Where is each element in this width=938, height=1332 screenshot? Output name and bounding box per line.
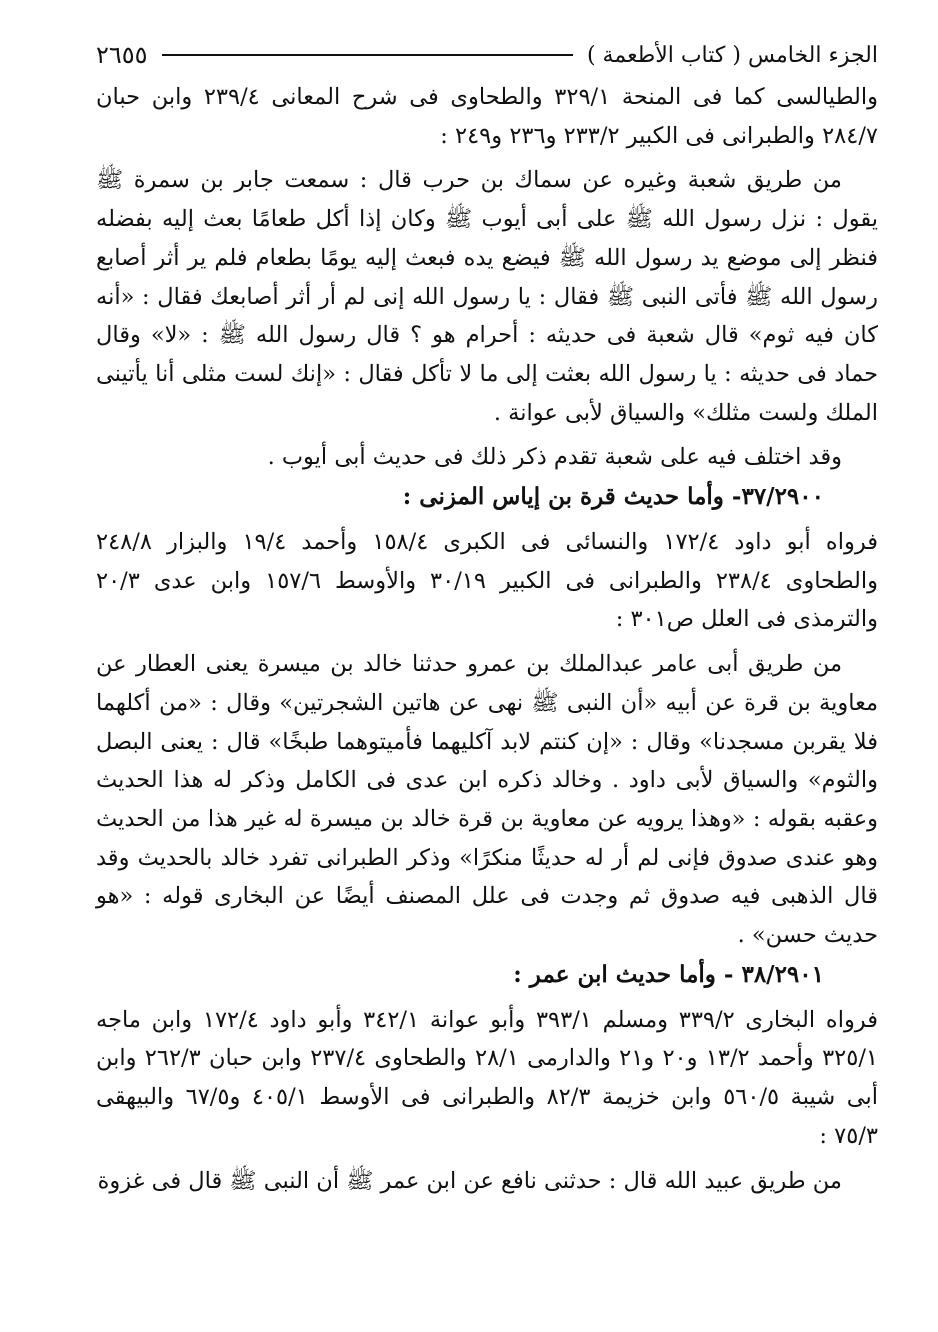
header-rule	[162, 54, 573, 56]
section-heading-2901: ٣٨/٢٩٠١ - وأما حديث ابن عمر :	[513, 960, 824, 988]
paragraph-isnad-3: من طريق عبيد الله قال : حدثنى نافع عن ابن عمر ﷺ أن النبى ﷺ قال فى غزوة	[97, 1167, 842, 1194]
page-number: ٢٦٥٥	[96, 41, 148, 69]
section-heading-2900: ٣٧/٢٩٠٠- وأما حديث قرة بن إياس المزنى :	[402, 483, 824, 511]
paragraph-sources-2: فرواه أبو داود ١٧٢/٤ والنسائى فى الكبرى ١٥٨/٤ وأحمد ١٩/٤ والبزار ٢٤٨/٨ والطحاوى ٢٣٨/٤ والطبرانى فى الكبير ٣٠/١٩ والأوسط ١٥٧/٦ وابن عدى ٢٠/٣ والترمذى فى العلل ص٣٠١ :	[96, 529, 879, 633]
paragraph-isnad-1: من طريق شعبة وغيره عن سماك بن حرب قال : سمعت جابر بن سمرة ﷺ يقول : نزل رسول الله ﷺ على أبى أيوب ﷺ وكان إذا أكل طعامًا بعث إليه بفضله فنظر إلى موضع يد رسول الله ﷺ فيضع يده فبعث إليه يومًا بطعام فلم ير أثر أصابع رسول الله ﷺ فأتى النبى ﷺ فقال : يا رسول الله إنى لم أر أثر أصابعك فقال : «أنه كان فيه ثوم» قال شعبة فى حديثه : أحرام هو ؟ قال رسول الله ﷺ : «لا» وقال حماد فى حديثه : يا رسول الله بعثت إلى ما لا تأكل فقال : «إنك لست مثلى أنا يأتينى الملك ولست مثلك» والسياق لأبى عوانة .	[96, 167, 879, 426]
paragraph-sources-1: والطيالسى كما فى المنحة ٣٢٩/١ والطحاوى فى شرح المعانى ٢٣٩/٤ وابن حبان ٢٨٤/٧ والطبرانى فى الكبير ٢٣٣/٢ و٢٣٦ و٢٤٩ :	[96, 84, 879, 149]
paragraph-note-1: وقد اختلف فيه على شعبة تقدم ذكر ذلك فى حديث أبى أيوب .	[267, 444, 842, 471]
running-title: الجزء الخامس ( كتاب الأطعمة )	[586, 42, 878, 68]
paragraph-sources-3: فرواه البخارى ٣٣٩/٢ ومسلم ٣٩٣/١ وأبو عوانة ٣٤٢/١ وأبو داود ١٧٢/٤ وابن ماجه ٣٢٥/١ وأحمد ١٣/٢ و٢٠ و٢١ والدارمى ٢٨/١ والطحاوى ٢٣٧/٤ وابن حبان ٢٦٢/٣ وابن أبى شيبة ٥٦٠/٥ وابن خزيمة ٨٢/٣ والطبرانى فى الأوسط ٤٠٥/١ و٦٧/٥ والبيهقى ٧٥/٣ :	[96, 1006, 878, 1149]
running-header	[96, 38, 878, 72]
paragraph-isnad-2: من طريق أبى عامر عبدالملك بن عمرو حدثنا خالد بن ميسرة يعنى العطار عن معاوية بن قرة عن أبيه «أن النبى ﷺ نهى عن هاتين الشجرتين» وقال : «من أكلهما فلا يقربن مسجدنا» وقال : «إن كنتم لابد آكليهما فأميتوهما طبخًا» قال : يعنى البصل والثوم» والسياق لأبى داود . وخالد ذكره ابن عدى فى الكامل وذكر له هذا الحديث وعقبه بقوله : «وهذا يرويه عن معاوية بن قرة خالد بن ميسرة له غير هذا من الحديث وهو عندى صدوق فإنى لم أر له حديثًا منكرًا» وذكر الطبرانى تفرد خالد بالحديث وقد قال الذهبى فيه صدوق ثم وجدت فى علل المصنف أيضًا عن البخارى قوله : «هو حديث حسن» .	[96, 651, 878, 949]
